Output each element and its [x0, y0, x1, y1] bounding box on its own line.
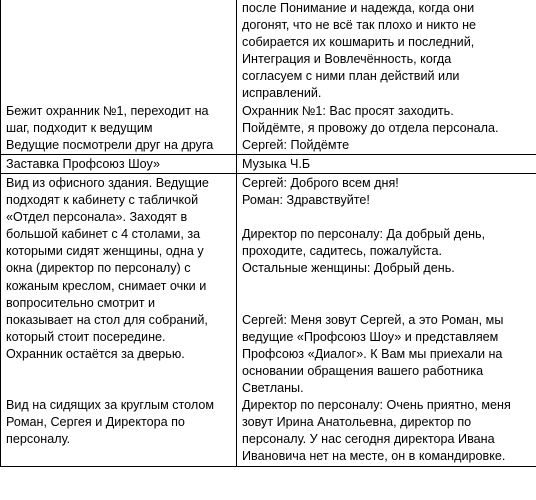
blank-line: [6, 363, 231, 380]
action-line: Ведущие посмотрели друг на друга: [6, 137, 214, 152]
dialogue-line: собирается их кошмарить и последний,: [242, 35, 475, 50]
dialogue-line: Роман: Здравствуйте!: [242, 193, 370, 208]
dialogue-line: Сергей: Меня зовут Сергей, а это Роман, мы: [242, 312, 504, 327]
table-row: [1, 154, 536, 173]
dialogue-cell: [237, 0, 536, 154]
action-line: персоналу.: [6, 432, 71, 447]
action-cell: [1, 0, 237, 154]
blank-line: [242, 209, 531, 226]
blank-line: [242, 278, 531, 295]
action-line: Бежит охранник №1, переходит на: [6, 103, 209, 118]
action-line: Охранник остаётся за дверью.: [6, 346, 185, 361]
dialogue-line: Музыка Ч.Б: [242, 156, 311, 171]
dialogue-line: Пойдёмте, я провожу до отдела персонала.: [242, 120, 499, 135]
action-line: «Отдел персонала». Заходят в: [6, 210, 188, 225]
blank-line: [6, 380, 231, 397]
dialogue-line: Сергей: Доброго всем дня!: [242, 175, 399, 190]
action-line: Заставка Профсоюз Шоу»: [6, 156, 160, 171]
dialogue-line: исправлений.: [242, 86, 322, 101]
action-line: который стоит посередине.: [6, 329, 166, 344]
dialogue-line: ведущие «Профсоюз Шоу» и представляем: [242, 329, 499, 344]
action-line: Роман, Сергея и Директора по: [6, 415, 185, 430]
blank-line: [242, 295, 531, 312]
action-line: вопросительно смотрит и: [6, 295, 156, 310]
dialogue-line: Светланы.: [242, 381, 304, 396]
action-line: Вид на сидящих за круглым столом: [6, 398, 215, 413]
dialogue-line: Интеграция и Вовлечённость, когда: [242, 52, 452, 67]
dialogue-line: догонят, что не всё так плохо и никто не: [242, 18, 477, 33]
action-line: Вид из офисного здания. Ведущие: [6, 175, 209, 190]
table-row: [1, 0, 536, 154]
action-line: шаг, подходит к ведущим: [6, 120, 153, 135]
dialogue-line: Охранник №1: Вас просят заходить.: [242, 103, 454, 118]
dialogue-cell: [237, 173, 536, 466]
dialogue-line: согласуем с ними план действий или: [242, 69, 460, 84]
action-line: подходят к кабинету с табличкой: [6, 193, 199, 208]
dialogue-line: Директор по персоналу: Да добрый день,: [242, 227, 486, 242]
dialogue-line: персоналу. У нас сегодня директора Ивана: [242, 432, 495, 447]
dialogue-line: после Понимание и надежда, когда они: [242, 1, 475, 15]
dialogue-line: зовут Ирина Анатольевна, директор по: [242, 415, 472, 430]
dialogue-line: Директор по персоналу: Очень приятно, меня: [242, 398, 511, 413]
action-cell: [1, 173, 237, 466]
dialogue-cell: [237, 154, 536, 173]
dialogue-line: Сергей: Пойдёмте: [242, 137, 350, 152]
action-line: показывает на стол для собраний,: [6, 312, 208, 327]
dialogue-line: основании обращения вашего работника: [242, 363, 484, 378]
action-line: которыми сидят женщины, одна у: [6, 244, 204, 259]
dialogue-line: Ивановича нет на месте, он в командировке.: [242, 449, 506, 464]
action-cell: [1, 154, 237, 173]
dialogue-line: проходите, садитесь, пожалуйста.: [242, 244, 442, 259]
action-line: окна (директор по персоналу) с: [6, 261, 191, 276]
dialogue-line: Остальные женщины: Добрый день.: [242, 261, 455, 276]
dialogue-line: Профсоюз «Диалог». К Вам мы приехали на: [242, 346, 503, 361]
action-line: кожаным креслом, снимает очки и: [6, 278, 207, 293]
table-row: [1, 173, 536, 466]
action-line: большой кабинет с 4 столами, за: [6, 227, 201, 242]
